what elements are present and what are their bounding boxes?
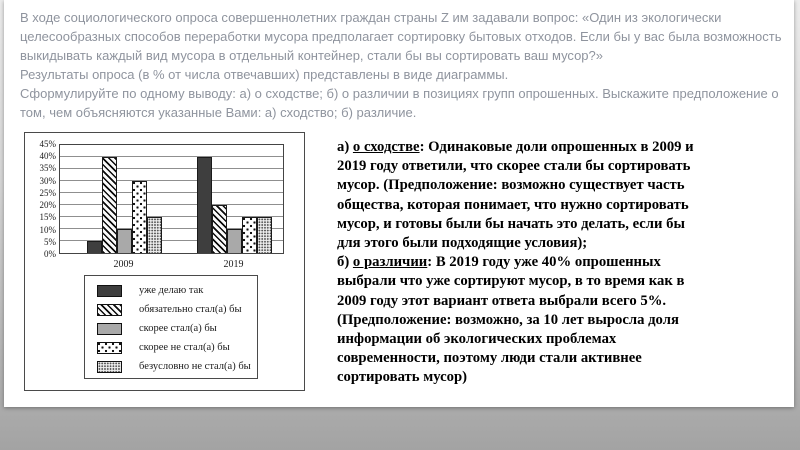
bar bbox=[227, 229, 242, 253]
legend-swatch-solid-gray bbox=[97, 323, 122, 335]
answer-a bbox=[337, 138, 701, 253]
legend-swatch-fine-checker bbox=[97, 361, 122, 373]
bar bbox=[102, 157, 117, 253]
legend-row bbox=[85, 281, 257, 300]
legend-row bbox=[85, 300, 257, 319]
y-axis-tick: 15% bbox=[39, 212, 56, 223]
gridline bbox=[60, 180, 283, 181]
y-axis-tick: 30% bbox=[39, 175, 56, 186]
question-text bbox=[20, 8, 788, 122]
y-axis bbox=[25, 139, 56, 259]
chart-figure bbox=[24, 132, 305, 391]
answer-b bbox=[337, 253, 701, 387]
bar bbox=[212, 205, 227, 253]
bar bbox=[147, 217, 162, 253]
answer-a-prefix: а) bbox=[337, 139, 353, 155]
answer-b-underline: о различии bbox=[352, 254, 428, 271]
bar bbox=[117, 229, 132, 253]
gridline bbox=[60, 168, 283, 169]
y-axis-tick: 20% bbox=[39, 200, 56, 211]
legend-row bbox=[85, 338, 257, 357]
question-paragraph-3: Сформулируйте по одному выводу: а) о сходстве; б) о различии в позициях групп опрошенных. Выскажите предположение о том, чем объясняются указанные Вами: а) сходство; б) различие. bbox=[20, 86, 779, 120]
bar bbox=[132, 181, 147, 253]
y-axis-tick: 0% bbox=[44, 249, 56, 259]
answer-a-rest: : Одинаковые доли опрошенных в 2009 и 2019 году ответили, что скорее стали бы сортировать мусор. (Предположение: возможно существует часть общества, которая понимает, что нужно сортировать мусор, и готовы были бы начать это делать, если бы для этого были подходящие условия); bbox=[337, 139, 694, 252]
y-axis-tick: 45% bbox=[39, 139, 56, 149]
legend-swatch-solid-dark bbox=[97, 285, 122, 297]
gridline bbox=[60, 156, 283, 157]
bar bbox=[197, 157, 212, 253]
legend-label: скорее стал(а) бы bbox=[139, 323, 217, 334]
bar bbox=[257, 217, 272, 253]
legend-label: уже делаю так bbox=[139, 285, 204, 296]
question-paragraph-2: Результаты опроса (в % от числа отвечавших) представлены в виде диаграммы. bbox=[20, 67, 509, 82]
slide bbox=[4, 0, 794, 407]
y-axis-tick: 40% bbox=[39, 151, 56, 162]
legend-row bbox=[85, 319, 257, 338]
gridline bbox=[60, 204, 283, 205]
legend-box bbox=[84, 275, 258, 379]
legend-label: скорее не стал(а) бы bbox=[139, 342, 230, 353]
question-paragraph-1: В ходе социологического опроса совершеннолетних граждан страны Z им задавали вопрос: «Один из экологически целесообразных способов переработки мусора предполагает сортировку бытовых отходов. Если бы у вас была возможность выкидывать каждый вид мусора в отдельный контейнер, стали бы вы сортировать ваш мусор?» bbox=[20, 10, 782, 63]
x-category-label: 2009 bbox=[113, 259, 134, 270]
answer-text bbox=[337, 138, 701, 388]
legend-label: безусловно не стал(а) бы bbox=[139, 361, 251, 372]
x-category-label: 2019 bbox=[223, 259, 244, 270]
legend-swatch-diagonal-hatch bbox=[97, 304, 122, 316]
y-axis-tick: 10% bbox=[39, 224, 56, 235]
y-axis-tick: 5% bbox=[44, 236, 56, 247]
answer-a-underline: о сходстве bbox=[352, 139, 420, 155]
bar bbox=[242, 217, 257, 253]
plot-area bbox=[59, 144, 284, 254]
gridline bbox=[60, 192, 283, 193]
bar bbox=[87, 241, 102, 253]
answer-b-rest: : В 2019 году уже 40% опрошенных выбрали что уже сортируют мусор, в то время как в 2009 году этот вариант ответа выбрали всего 5%. (Предположение: возможно, за 10 лет выросла доля информации об экологических проблемах современности, поэтому люди стали активнее сортировать мусор) bbox=[337, 254, 685, 386]
y-axis-tick: 25% bbox=[39, 187, 56, 198]
legend-row bbox=[85, 357, 257, 376]
y-axis-tick: 35% bbox=[39, 163, 56, 174]
legend-label: обязательно стал(а) бы bbox=[139, 304, 242, 315]
answer-b-prefix: б) bbox=[337, 254, 353, 271]
legend-swatch-dots bbox=[97, 342, 122, 354]
